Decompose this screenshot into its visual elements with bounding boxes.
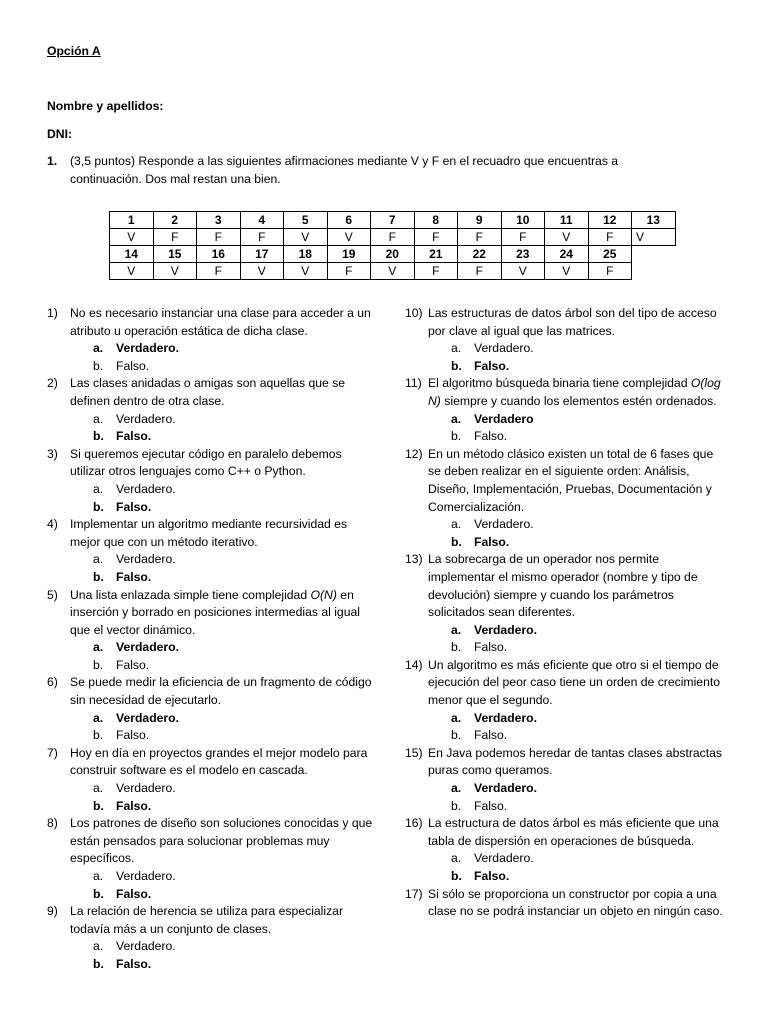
question-statement — [47, 815, 377, 868]
question-text: Se puede medir la eficiencia de un fragmento de código sin necesidad de ejecutarlo. — [70, 675, 372, 708]
option-a — [405, 340, 725, 358]
answer-table-answer-cell: V — [240, 263, 284, 280]
question-number: 10) — [405, 306, 423, 320]
answer-table-answer-cell: V — [327, 229, 371, 246]
question-number: 11) — [405, 376, 422, 391]
option-text: Falso. — [116, 956, 152, 971]
option-b — [47, 956, 377, 974]
question-statement — [405, 551, 725, 621]
question-text: En Java podemos heredar de tantas clases abstractas puras como queramos. — [428, 745, 723, 778]
option-a — [405, 516, 725, 534]
answer-table-number-cell: 20 — [371, 246, 415, 263]
answer-table-empty-cell — [632, 246, 676, 263]
answer-table-number-cell: 21 — [414, 246, 458, 263]
question-text — [428, 376, 721, 408]
question-number: 15) — [405, 745, 423, 760]
option-letter: a. — [93, 640, 104, 655]
option-text: Falso. — [474, 429, 508, 444]
question-text: Si sólo se proporciona un constructor por copia a una clase no se podrá instanciar un objeto en ningún caso. — [428, 886, 723, 919]
answer-table-number-cell: 11 — [545, 212, 589, 229]
option-b — [47, 569, 377, 587]
option-letter: a. — [93, 481, 104, 496]
option-b — [47, 886, 377, 904]
question-number: 1) — [47, 306, 58, 320]
question-number: 13) — [405, 552, 423, 567]
question-text: No es necesario instanciar una clase para acceder a un atributo u operación estática de dicha clase. — [70, 306, 371, 338]
complexity-notation: O(N) — [310, 587, 337, 602]
option-text: Verdadero. — [116, 939, 176, 954]
option-a — [405, 622, 725, 640]
question-statement — [47, 516, 377, 551]
answer-table-number-cell: 16 — [197, 246, 241, 263]
option-text: Verdadero. — [474, 517, 534, 532]
question-statement — [405, 657, 725, 710]
question-item — [47, 587, 377, 675]
dni-label: DNI: — [47, 127, 73, 141]
answer-table-number-cell: 14 — [110, 246, 154, 263]
option-letter: a. — [451, 517, 462, 532]
option-a — [405, 850, 725, 868]
answer-table-answer-cell: V — [284, 229, 328, 246]
answer-table-number-cell: 9 — [458, 212, 502, 229]
answer-table-number-cell: 6 — [327, 212, 371, 229]
option-letter: a. — [93, 869, 104, 883]
answer-table-number-cell: 22 — [458, 246, 502, 263]
option-a — [47, 481, 377, 499]
question-number: 17) — [405, 886, 423, 901]
question-number: 5) — [47, 587, 58, 602]
option-text: Verdadero. — [116, 781, 176, 796]
option-b — [405, 727, 725, 745]
question-item — [405, 305, 725, 375]
option-b — [405, 798, 725, 816]
option-text: Verdadero. — [474, 851, 534, 866]
answer-table-number-cell: 13 — [632, 212, 676, 229]
question-text-part: siempre y cuando los elementos estén ordenados. — [440, 393, 717, 408]
answer-table-number-cell: 7 — [371, 212, 415, 229]
answer-table-answer-cell: V — [501, 263, 545, 280]
option-letter: b. — [93, 798, 104, 813]
question-1-number: 1. — [47, 154, 58, 168]
option-a — [405, 710, 725, 728]
question-text: Los patrones de diseño son soluciones conocidas y que están pensados para solucionar problemas muy específicos. — [70, 816, 373, 866]
question-text: Un algoritmo es más eficiente que otro si el tiempo de ejecución del peor caso tiene un orden de crecimiento menor que el segundo. — [428, 657, 721, 708]
answer-table-number-cell: 25 — [588, 246, 632, 263]
answer-table-answer-cell: V — [110, 263, 154, 280]
answer-table-number-cell: 18 — [284, 246, 328, 263]
question-text: Si queremos ejecutar código en paralelo debemos utilizar otros lenguajes como C++ o Python. — [70, 446, 342, 479]
question-text: Hoy en día en proyectos grandes el mejor modelo para construir software es el modelo en cascada. — [70, 745, 368, 778]
question-statement — [405, 305, 725, 340]
name-label: Nombre y apellidos: — [47, 99, 164, 113]
option-text: Verdadero. — [474, 622, 537, 637]
option-text: Falso. — [116, 657, 150, 672]
question-statement — [47, 587, 377, 640]
question-text-part: El algoritmo búsqueda binaria tiene complejidad — [428, 376, 691, 391]
question-item — [405, 446, 725, 552]
option-letter: b. — [451, 358, 462, 373]
option-b — [47, 657, 377, 675]
question-item — [47, 903, 377, 973]
page-title: Opción A — [47, 44, 101, 58]
option-letter: b. — [93, 358, 104, 373]
question-number: 8) — [47, 816, 58, 831]
answer-table-answer-cell: F — [327, 263, 371, 280]
complexity-notation: O(log N) — [428, 376, 721, 408]
questions-column-right — [405, 305, 725, 921]
answer-table-number-cell: 4 — [240, 212, 284, 229]
option-text: Verdadero. — [116, 640, 179, 655]
option-b — [405, 534, 725, 552]
option-b — [47, 727, 377, 745]
question-text: Las estructuras de datos árbol son del tipo de acceso por clave al igual que las matrices. — [428, 306, 717, 338]
question-number: 9) — [47, 904, 58, 919]
option-text: Falso. — [116, 798, 152, 813]
question-item — [405, 745, 725, 815]
option-a — [47, 710, 377, 728]
questions-column-left — [47, 305, 377, 974]
option-a — [47, 780, 377, 798]
question-number: 14) — [405, 657, 423, 672]
option-text: Verdadero. — [474, 341, 534, 356]
option-text: Falso. — [474, 358, 510, 373]
option-letter: a. — [451, 851, 462, 866]
option-letter: b. — [93, 956, 104, 971]
question-text-part: en inserción y borrado en posiciones intermedias al igual que el vector dinámico. — [70, 587, 360, 637]
answer-table-number-cell: 2 — [153, 212, 197, 229]
option-letter: a. — [451, 710, 462, 725]
option-letter: a. — [93, 552, 104, 567]
question-number: 12) — [405, 446, 423, 461]
option-b — [405, 868, 725, 886]
option-text: Falso. — [116, 358, 150, 373]
answer-table-number-cell: 24 — [545, 246, 589, 263]
option-text: Falso. — [116, 569, 152, 584]
option-letter: a. — [93, 710, 104, 725]
answer-table-answer-cell: F — [501, 229, 545, 246]
option-a — [405, 411, 725, 429]
question-text: La estructura de datos árbol es más eficiente que una tabla de dispersión en operaciones de búsqueda. — [428, 816, 719, 848]
answer-table-row-answers-1 — [110, 229, 676, 246]
option-b — [405, 358, 725, 376]
option-b — [47, 499, 377, 517]
question-text: Las clases anidadas o amigas son aquellas que se definen dentro de otra clase. — [70, 376, 346, 408]
question-statement — [47, 446, 377, 481]
option-text: Verdadero. — [116, 411, 176, 426]
option-b — [47, 358, 377, 376]
option-a — [47, 340, 377, 358]
option-text: Falso. — [116, 429, 152, 444]
question-item — [47, 674, 377, 744]
answer-table-answer-cell: F — [458, 263, 502, 280]
answer-table-answer-cell: V — [110, 229, 154, 246]
question-item — [47, 815, 377, 903]
option-letter: a. — [451, 341, 462, 356]
answer-table-answer-cell: F — [197, 229, 241, 246]
option-letter: b. — [93, 657, 104, 672]
question-number: 3) — [47, 446, 58, 461]
answer-table-number-cell: 5 — [284, 212, 328, 229]
question-1-text: (3,5 puntos) Responde a las siguientes afirmaciones mediante V y F en el recuadro que encuentras a continuación. Dos mal restan una bien. — [70, 154, 619, 186]
question-number: 6) — [47, 675, 58, 690]
option-letter: b. — [451, 429, 462, 444]
option-a — [405, 780, 725, 798]
option-letter: a. — [451, 781, 462, 796]
option-letter: b. — [93, 728, 104, 743]
question-number: 4) — [47, 517, 58, 532]
answer-table-answer-cell: V — [371, 263, 415, 280]
question-item — [405, 886, 725, 921]
question-text: La relación de herencia se utiliza para especializar todavía más a un conjunto de clases. — [70, 904, 344, 936]
question-1-instructions — [47, 152, 687, 188]
option-a — [47, 551, 377, 569]
question-statement — [47, 903, 377, 938]
option-b — [405, 639, 725, 657]
question-statement — [47, 674, 377, 709]
answer-table-answer-cell: F — [588, 229, 632, 246]
question-text: En un método clásico existen un total de 6 fases que se deben realizar en el siguiente orden: Análisis, Diseño, Implementación, Pruebas, Documentación y Comercialización. — [428, 446, 714, 514]
answer-table-number-cell: 23 — [501, 246, 545, 263]
question-item — [405, 375, 725, 445]
answer-table-row-numbers-2 — [110, 246, 676, 263]
option-letter: b. — [451, 728, 462, 743]
answer-table-answer-cell: F — [153, 229, 197, 246]
option-text: Verdadero. — [116, 481, 176, 496]
answer-table-answer-cell: F — [458, 229, 502, 246]
question-item — [405, 815, 725, 885]
question-number: 2) — [47, 376, 58, 391]
answer-table-number-cell: 12 — [588, 212, 632, 229]
answer-table-answer-cell: F — [414, 263, 458, 280]
option-letter: a. — [93, 781, 104, 796]
question-item — [47, 745, 377, 815]
option-text: Falso. — [116, 499, 152, 514]
option-letter: b. — [451, 869, 462, 883]
answer-table-number-cell: 19 — [327, 246, 371, 263]
answer-table-empty-cell — [632, 263, 676, 280]
question-item — [405, 657, 725, 745]
question-statement — [47, 305, 377, 340]
option-text: Falso. — [474, 640, 508, 655]
question-statement — [405, 886, 725, 921]
answer-table-number-cell: 10 — [501, 212, 545, 229]
option-text: Falso. — [474, 534, 510, 549]
answer-table-answer-cell: V — [632, 229, 676, 246]
option-letter: b. — [93, 429, 104, 444]
option-a — [47, 938, 377, 956]
option-letter: a. — [451, 411, 462, 426]
answer-table-number-cell: 1 — [110, 212, 154, 229]
option-text: Falso. — [474, 869, 510, 883]
question-statement — [47, 375, 377, 410]
answer-table-number-cell: 3 — [197, 212, 241, 229]
question-item — [47, 516, 377, 586]
answer-table-answer-cell: F — [371, 229, 415, 246]
option-letter: b. — [93, 499, 104, 514]
answer-table-number-cell: 8 — [414, 212, 458, 229]
option-letter: a. — [93, 411, 104, 426]
answer-table-answer-cell: F — [197, 263, 241, 280]
option-text: Verdadero. — [116, 869, 176, 883]
option-text: Falso. — [116, 886, 152, 901]
question-text-part: Una lista enlazada simple tiene complejidad — [70, 587, 311, 602]
option-a — [47, 411, 377, 429]
answer-table-row-numbers-1 — [110, 212, 676, 229]
question-item — [47, 375, 377, 445]
option-letter: b. — [93, 886, 104, 901]
answer-table-number-cell: 17 — [240, 246, 284, 263]
answer-table-answer-cell: V — [284, 263, 328, 280]
question-statement — [405, 745, 725, 780]
option-text: Verdadero. — [474, 710, 537, 725]
question-text: Implementar un algoritmo mediante recursividad es mejor que con un método iterativo. — [70, 517, 348, 549]
option-b — [47, 798, 377, 816]
question-text — [70, 588, 360, 637]
option-text: Verdadero. — [474, 781, 537, 796]
question-statement — [405, 446, 725, 516]
option-letter: a. — [451, 622, 462, 637]
answer-table — [109, 211, 676, 280]
option-letter: a. — [93, 939, 104, 954]
option-letter: b. — [451, 798, 462, 813]
answer-table-answer-cell: V — [545, 229, 589, 246]
option-a — [47, 868, 377, 886]
option-text: Verdadero. — [116, 552, 176, 567]
question-statement — [405, 815, 725, 850]
question-number: 16) — [405, 816, 423, 831]
option-letter: b. — [93, 569, 104, 584]
option-b — [47, 428, 377, 446]
option-text: Falso. — [474, 798, 508, 813]
option-text: Falso. — [116, 728, 150, 743]
answer-table-answer-cell: V — [545, 263, 589, 280]
option-letter: b. — [451, 640, 462, 655]
option-a — [47, 639, 377, 657]
question-item — [47, 446, 377, 516]
question-item — [405, 551, 725, 657]
option-letter: b. — [451, 534, 462, 549]
answer-table-row-answers-2 — [110, 263, 676, 280]
option-text: Verdadero — [474, 411, 534, 426]
question-statement — [405, 375, 725, 410]
option-b — [405, 428, 725, 446]
option-text: Verdadero. — [116, 710, 179, 725]
question-text: La sobrecarga de un operador nos permite implementar el mismo operador (nombre y tipo de devolución) siempre y cuando los parámetros solicitados sean diferentes. — [428, 552, 698, 620]
question-item — [47, 305, 377, 375]
option-letter: a. — [93, 341, 104, 356]
option-text: Verdadero. — [116, 341, 179, 356]
answer-table-answer-cell: F — [588, 263, 632, 280]
answer-table-answer-cell: F — [414, 229, 458, 246]
question-number: 7) — [47, 745, 58, 760]
answer-table-number-cell: 15 — [153, 246, 197, 263]
answer-table-answer-cell: V — [153, 263, 197, 280]
option-text: Falso. — [474, 728, 508, 743]
question-statement — [47, 745, 377, 780]
answer-table-answer-cell: F — [240, 229, 284, 246]
